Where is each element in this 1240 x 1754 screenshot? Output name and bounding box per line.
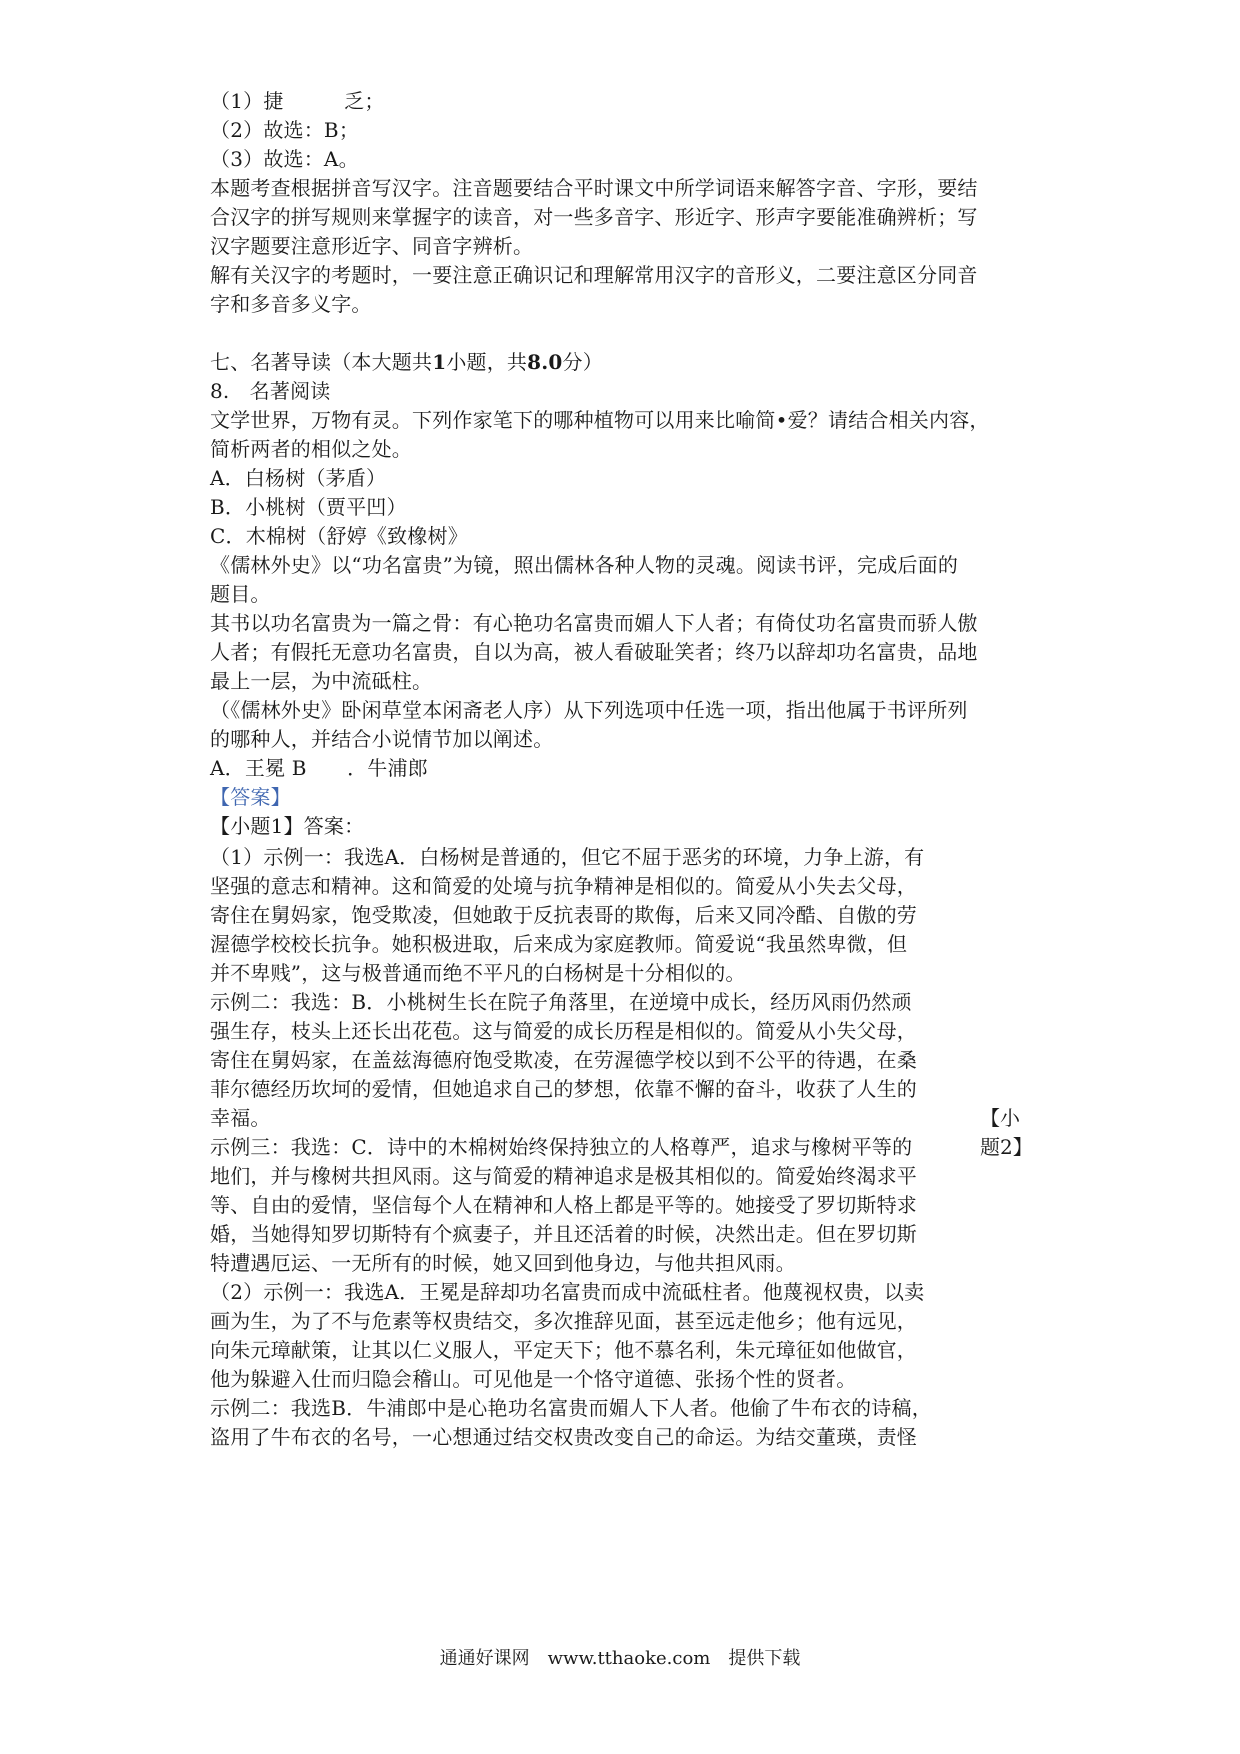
text-line: （1）示例一：我选A．白杨树是普通的，但它不屈于恶劣的环境，力争上游，有 <box>210 845 925 869</box>
option-line: A．王冕 B ．牛浦郎 <box>210 756 428 780</box>
text-line: （2）故选：B； <box>210 118 360 142</box>
option-line: C．木棉树（舒婷《致橡树》 <box>210 524 468 548</box>
text-line: 文学世界，万物有灵。下列作家笔下的哪种植物可以用来比喻简•爱？请结合相关内容， <box>210 408 990 432</box>
text-line: 向朱元璋献策，让其以仁义服人，平定天下；他不慕名利，朱元璋征如他做官， <box>210 1338 917 1362</box>
text-line: 画为生，为了不与危素等权贵结交，多次推辞见面，甚至远走他乡；他有远见， <box>210 1309 917 1333</box>
text-line: 地们，并与橡树共担风雨。这与简爱的精神追求是极其相似的。简爱始终渴求平 <box>210 1164 917 1188</box>
page-footer: 通通好课网 www.tthaoke.com 提供下载 <box>439 1648 801 1669</box>
text-line: 示例二：我选：B．小桃树生长在院子角落里，在逆境中成长，经历风雨仍然顽 <box>210 990 912 1014</box>
text-line: 解有关汉字的考题时，一要注意正确识记和理解常用汉字的音形义，二要注意区分同音 <box>210 263 978 287</box>
text-line: 盗用了牛布衣的名号，一心想通过结交权贵改变自己的命运。为结交董瑛，责怪 <box>210 1425 917 1449</box>
text-line: 《儒林外史》以“功名富贵”为镜，照出儒林各种人物的灵魂。阅读书评，完成后面的 <box>210 553 959 577</box>
answer-label: 【答案】 <box>210 785 291 809</box>
text-line: 题目。 <box>210 582 271 606</box>
text-line: 幸福。 <box>210 1106 271 1130</box>
text-line: （1）捷 乏； <box>210 89 385 113</box>
text-line: 坚强的意志和精神。这和简爱的处境与抗争精神是相似的。简爱从小失去父母， <box>210 874 917 898</box>
text-line: 强生存，枝头上还长出花苞。这与简爱的成长历程是相似的。简爱从小失父母， <box>210 1019 917 1043</box>
text-line: 其书以功名富贵为一篇之骨：有心艳功名富贵而媚人下人者；有倚仗功名富贵而骄人傲 <box>210 611 978 635</box>
text-line: 简析两者的相似之处。 <box>210 437 412 461</box>
question-title: 8. 名著阅读 <box>210 379 331 403</box>
side-label: 题2】 <box>980 1135 1033 1159</box>
text-line: 【小题1】答案： <box>210 814 365 838</box>
option-line: A．白杨树（茅盾） <box>210 466 387 490</box>
text-line: 寄住在舅妈家，饱受欺凌，但她敢于反抗表哥的欺侮，后来又同冷酷、自傲的劳 <box>210 903 917 927</box>
text-line: （2）示例一：我选A．王冕是辞却功名富贵而成中流砥柱者。他蔑视权贵，以卖 <box>210 1280 925 1304</box>
text-line: 最上一层，为中流砥柱。 <box>210 669 433 693</box>
text-line: 合汉字的拼写规则来掌握字的读音，对一些多音字、形近字、形声字要能准确辨析；写 <box>210 205 978 229</box>
text-line: （《儒林外史》卧闲草堂本闲斋老人序）从下列选项中任选一项，指出他属于书评所列 <box>210 698 968 722</box>
text-line: （3）故选：A。 <box>210 147 359 171</box>
option-line: B．小桃树（贾平凹） <box>210 495 407 519</box>
text-line: 他为躲避入仕而归隐会稽山。可见他是一个恪守道德、张扬个性的贤者。 <box>210 1367 857 1391</box>
text-line: 等、自由的爱情，坚信每个人在精神和人格上都是平等的。她接受了罗切斯特求 <box>210 1193 917 1217</box>
text-line: 人者；有假托无意功名富贵，自以为高，被人看破耻笑者；终乃以辞却功名富贵，品地 <box>210 640 978 664</box>
text-line: 菲尔德经历坎坷的爱情，但她追求自己的梦想，依靠不懈的奋斗，收获了人生的 <box>210 1077 917 1101</box>
text-line: 的哪种人，并结合小说情节加以阐述。 <box>210 727 554 751</box>
text-line: 婚，当她得知罗切斯特有个疯妻子，并且还活着的时候，决然出走。但在罗切斯 <box>210 1222 917 1246</box>
text-line: 渥德学校校长抗争。她积极进取，后来成为家庭教师。简爱说“我虽然卑微，但 <box>210 932 908 956</box>
text-line: 示例二：我选B．牛浦郎中是心艳功名富贵而媚人下人者。他偷了牛布衣的诗稿， <box>210 1396 932 1420</box>
text-line: 特遭遇厄运、一无所有的时候，她又回到他身边，与他共担风雨。 <box>210 1251 796 1275</box>
text-line: 本题考查根据拼音写汉字。注音题要结合平时课文中所学词语来解答字音、字形，要结 <box>210 176 978 200</box>
side-label: 【小 <box>980 1106 1020 1130</box>
section-heading: 七、名著导读（本大题共1小题，共8.0分） <box>210 350 603 374</box>
text-line: 寄住在舅妈家，在盖兹海德府饱受欺凌，在劳渥德学校以到不公平的待遇，在桑 <box>210 1048 917 1072</box>
text-line: 汉字题要注意形近字、同音字辨析。 <box>210 234 534 258</box>
text-line: 并不卑贱”，这与极普通而绝不平凡的白杨树是十分相似的。 <box>210 961 746 985</box>
text-line: 示例三：我选：C．诗中的木棉树始终保持独立的人格尊严，追求与橡树平等的 <box>210 1135 913 1159</box>
text-line: 字和多音多义字。 <box>210 292 372 316</box>
